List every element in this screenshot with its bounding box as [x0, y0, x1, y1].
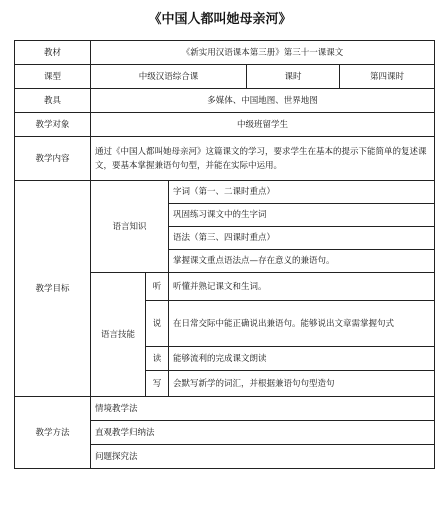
skills-label: 语言技能	[91, 273, 146, 397]
methods-label: 教学方法	[15, 397, 91, 469]
row-content	[15, 137, 435, 181]
lesson-plan-table	[14, 40, 435, 469]
audience-label: 教学对象	[15, 113, 91, 137]
skill-text: 会默写新学的词汇，并根据兼语句句型造句	[169, 371, 435, 397]
method-item: 直观教学归纳法	[91, 421, 435, 445]
course-type-value: 中级汉语综合课	[91, 65, 247, 89]
skill-text: 在日常交际中能正确说出兼语句。能够说出文章需掌握句式	[169, 301, 435, 347]
method-item: 问题探究法	[91, 445, 435, 469]
document-title: 《中国人都叫她母亲河》	[148, 12, 292, 27]
period-value: 第四课时	[340, 65, 435, 89]
method-item: 情境教学法	[91, 397, 435, 421]
tools-label: 教具	[15, 89, 91, 113]
content-label: 教学内容	[15, 137, 91, 181]
content-value: 通过《中国人都叫她母亲河》这篇课文的学习，要求学生在基本的提示下能简单的复述课文，要基本掌握兼语句句型，并能在实际中运用。	[91, 137, 435, 181]
course-type-label: 课型	[15, 65, 91, 89]
knowledge-item: 字词（第一、二课时重点）	[169, 181, 435, 204]
row-audience	[15, 113, 435, 137]
skill-name: 读	[146, 347, 169, 371]
knowledge-item: 巩固练习课文中的生字词	[169, 204, 435, 227]
row-tools	[15, 89, 435, 113]
period-label: 课时	[247, 65, 340, 89]
skill-name: 说	[146, 301, 169, 347]
skill-name: 听	[146, 273, 169, 301]
knowledge-item: 掌握课文重点语法点—存在意义的兼语句。	[169, 250, 435, 273]
goals-label: 教学目标	[15, 181, 91, 397]
audience-value: 中级班留学生	[91, 113, 435, 137]
row-knowledge-1	[15, 181, 435, 204]
tools-value: 多媒体、中国地图、世界地图	[91, 89, 435, 113]
skill-text: 能够流利的完成课文朗读	[169, 347, 435, 371]
row-method-1	[15, 397, 435, 421]
skill-name: 写	[146, 371, 169, 397]
material-value: 《新实用汉语课本第三册》第三十一课课文	[91, 41, 435, 65]
skill-text: 听懂并熟记课文和生词。	[169, 273, 435, 301]
row-material	[15, 41, 435, 65]
knowledge-item: 语法（第三、四课时重点）	[169, 227, 435, 250]
knowledge-label: 语言知识	[91, 181, 169, 273]
material-label: 教材	[15, 41, 91, 65]
row-course-type	[15, 65, 435, 89]
